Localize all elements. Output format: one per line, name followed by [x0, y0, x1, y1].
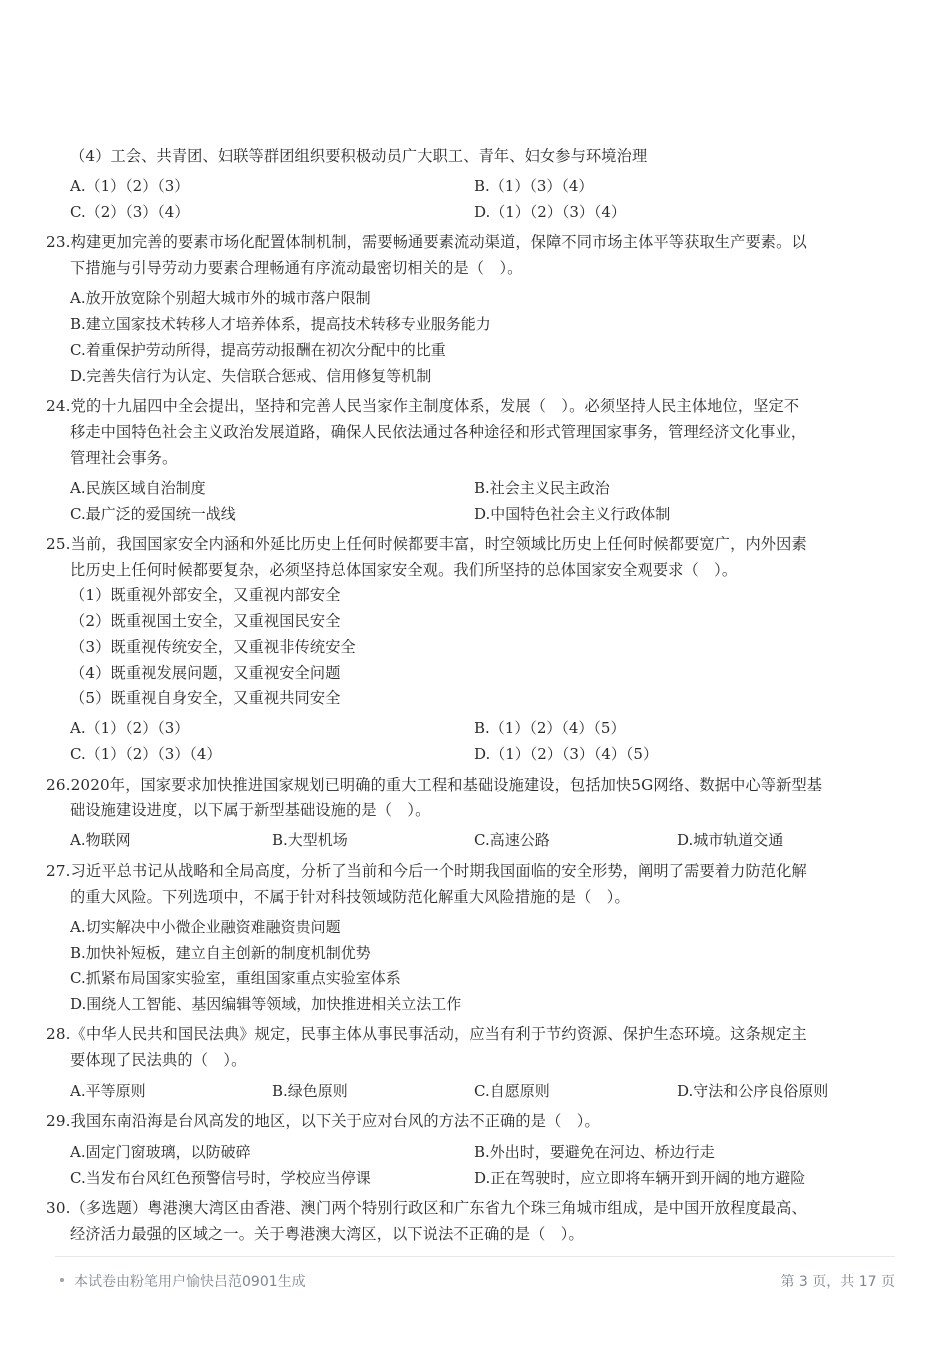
- page-number: 第 3 页，共 17 页: [780, 1274, 895, 1290]
- q24-option-a[interactable]: A.民族区域自治制度: [70, 479, 206, 497]
- q27-option-d[interactable]: D.围绕人工智能、基因编辑等领域，加快推进相关立法工作: [70, 995, 462, 1013]
- q23-option-a[interactable]: A.放开放宽除个别超大城市外的城市落户限制: [70, 289, 371, 307]
- q22-option-c[interactable]: C.（2）（3）（4）: [70, 203, 190, 221]
- q27-stem-line2: 的重大风险。下列选项中，不属于针对科技领域防范化解重大风险措施的是（ ）。: [70, 888, 630, 906]
- q28-stem-line2: 要体现了民法典的（ ）。: [70, 1051, 247, 1069]
- q28-option-c[interactable]: C.自愿原则: [474, 1082, 550, 1100]
- q26-stem-line2: 础设施建设进度，以下属于新型基础设施的是（ ）。: [70, 801, 431, 819]
- footer-generated-text: 本试卷由粉笔用户愉快吕范0901生成: [74, 1274, 306, 1290]
- q25-item-2: （2）既重视国土安全，又重视国民安全: [70, 612, 341, 630]
- q29-stem-line1: 29.我国东南沿海是台风高发的地区，以下关于应对台风的方法不正确的是（ ）。: [46, 1112, 600, 1130]
- q28-option-d[interactable]: D.守法和公序良俗原则: [677, 1082, 829, 1100]
- q25-option-c[interactable]: C.（1）（2）（3）（4）: [70, 745, 222, 763]
- q22-option-b[interactable]: B.（1）（3）（4）: [474, 177, 594, 195]
- footer-generated-by: [60, 1271, 306, 1291]
- q24-stem-line2: 移走中国特色社会主义政治发展道路，确保人民依法通过各种途径和形式管理国家事务，管理经济文化事业，: [70, 423, 807, 441]
- q25-stem-line2: 比历史上任何时候都要复杂，必须坚持总体国家安全观。我们所坚持的总体国家安全观要求（ ）。: [70, 561, 738, 579]
- q30-stem-line2: 经济活力最强的区域之一。关于粤港澳大湾区，以下说法不正确的是（ ）。: [70, 1225, 584, 1243]
- q27-option-a[interactable]: A.切实解决中小微企业融资难融资贵问题: [70, 918, 341, 936]
- q30-stem-line1: 30.（多选题）粤港澳大湾区由香港、澳门两个特别行政区和广东省九个珠三角城市组成，是中国开放程度最高、: [46, 1199, 807, 1217]
- q25-stem-line1: 25.当前，我国国家安全内涵和外延比历史上任何时候都要丰富，时空领域比历史上任何时候都要宽广，内外因素: [46, 535, 807, 553]
- q28-option-a[interactable]: A.平等原则: [70, 1082, 146, 1100]
- q27-option-b[interactable]: B.加快补短板，建立自主创新的制度机制优势: [70, 944, 371, 962]
- q25-item-4: （4）既重视发展问题，又重视安全问题: [70, 664, 341, 682]
- q26-option-d[interactable]: D.城市轨道交通: [677, 831, 784, 849]
- q29-option-b[interactable]: B.外出时，要避免在河边、桥边行走: [474, 1143, 715, 1161]
- q27-option-c[interactable]: C.抓紧布局国家实验室，重组国家重点实验室体系: [70, 969, 401, 987]
- q23-option-b[interactable]: B.建立国家技术转移人才培养体系，提高技术转移专业服务能力: [70, 315, 491, 333]
- q24-stem-line1: 24.党的十九届四中全会提出，坚持和完善人民当家作主制度体系，发展（ ）。必须坚持人民主体地位，坚定不: [46, 397, 800, 415]
- q29-option-d[interactable]: D.正在驾驶时，应立即将车辆开到开阔的地方避险: [474, 1169, 806, 1187]
- q25-item-3: （3）既重视传统安全，又重视非传统安全: [70, 638, 356, 656]
- q24-option-b[interactable]: B.社会主义民主政治: [474, 479, 610, 497]
- bullet-dot-icon: [60, 1278, 64, 1282]
- q25-item-1: （1）既重视外部安全，又重视内部安全: [70, 586, 341, 604]
- q28-stem-line1: 28.《中华人民共和国民法典》规定，民事主体从事民事活动，应当有利于节约资源、保护生态环境。这条规定主: [46, 1025, 807, 1043]
- q23-stem-line2: 下措施与引导劳动力要素合理畅通有序流动最密切相关的是（ ）。: [70, 259, 523, 277]
- q26-option-b[interactable]: B.大型机场: [272, 831, 348, 849]
- q23-option-c[interactable]: C.着重保护劳动所得，提高劳动报酬在初次分配中的比重: [70, 341, 446, 359]
- footer-divider: [55, 1256, 895, 1257]
- q28-option-b[interactable]: B.绿色原则: [272, 1082, 348, 1100]
- q25-item-5: （5）既重视自身安全，又重视共同安全: [70, 689, 341, 707]
- q23-option-d[interactable]: D.完善失信行为认定、失信联合惩戒、信用修复等机制: [70, 367, 432, 385]
- q26-option-a[interactable]: A.物联网: [70, 831, 131, 849]
- q25-option-d[interactable]: D.（1）（2）（3）（4）（5）: [474, 745, 658, 763]
- q26-stem-line1: 26.2020年，国家要求加快推进国家规划已明确的重大工程和基础设施建设，包括加快5G网络、数据中心等新型基: [46, 776, 823, 794]
- q22-item-4: （4）工会、共青团、妇联等群团组织要积极动员广大职工、青年、妇女参与环境治理: [70, 147, 648, 165]
- q24-stem-line3: 管理社会事务。: [70, 449, 178, 467]
- q29-option-c[interactable]: C.当发布台风红色预警信号时，学校应当停课: [70, 1169, 371, 1187]
- q22-option-d[interactable]: D.（1）（2）（3）（4）: [474, 203, 626, 221]
- q27-stem-line1: 27.习近平总书记从战略和全局高度，分析了当前和今后一个时期我国面临的安全形势，阐明了需要着力防范化解: [46, 862, 807, 880]
- q29-option-a[interactable]: A.固定门窗玻璃，以防破碎: [70, 1143, 251, 1161]
- q22-option-a[interactable]: A.（1）（2）（3）: [70, 177, 190, 195]
- q25-option-a[interactable]: A.（1）（2）（3）: [70, 719, 190, 737]
- q24-option-c[interactable]: C.最广泛的爱国统一战线: [70, 505, 236, 523]
- q26-option-c[interactable]: C.高速公路: [474, 831, 550, 849]
- q25-option-b[interactable]: B.（1）（2）（4）（5）: [474, 719, 626, 737]
- q23-stem-line1: 23.构建更加完善的要素市场化配置体制机制，需要畅通要素流动渠道，保障不同市场主体平等获取生产要素。以: [46, 233, 807, 251]
- q24-option-d[interactable]: D.中国特色社会主义行政体制: [474, 505, 671, 523]
